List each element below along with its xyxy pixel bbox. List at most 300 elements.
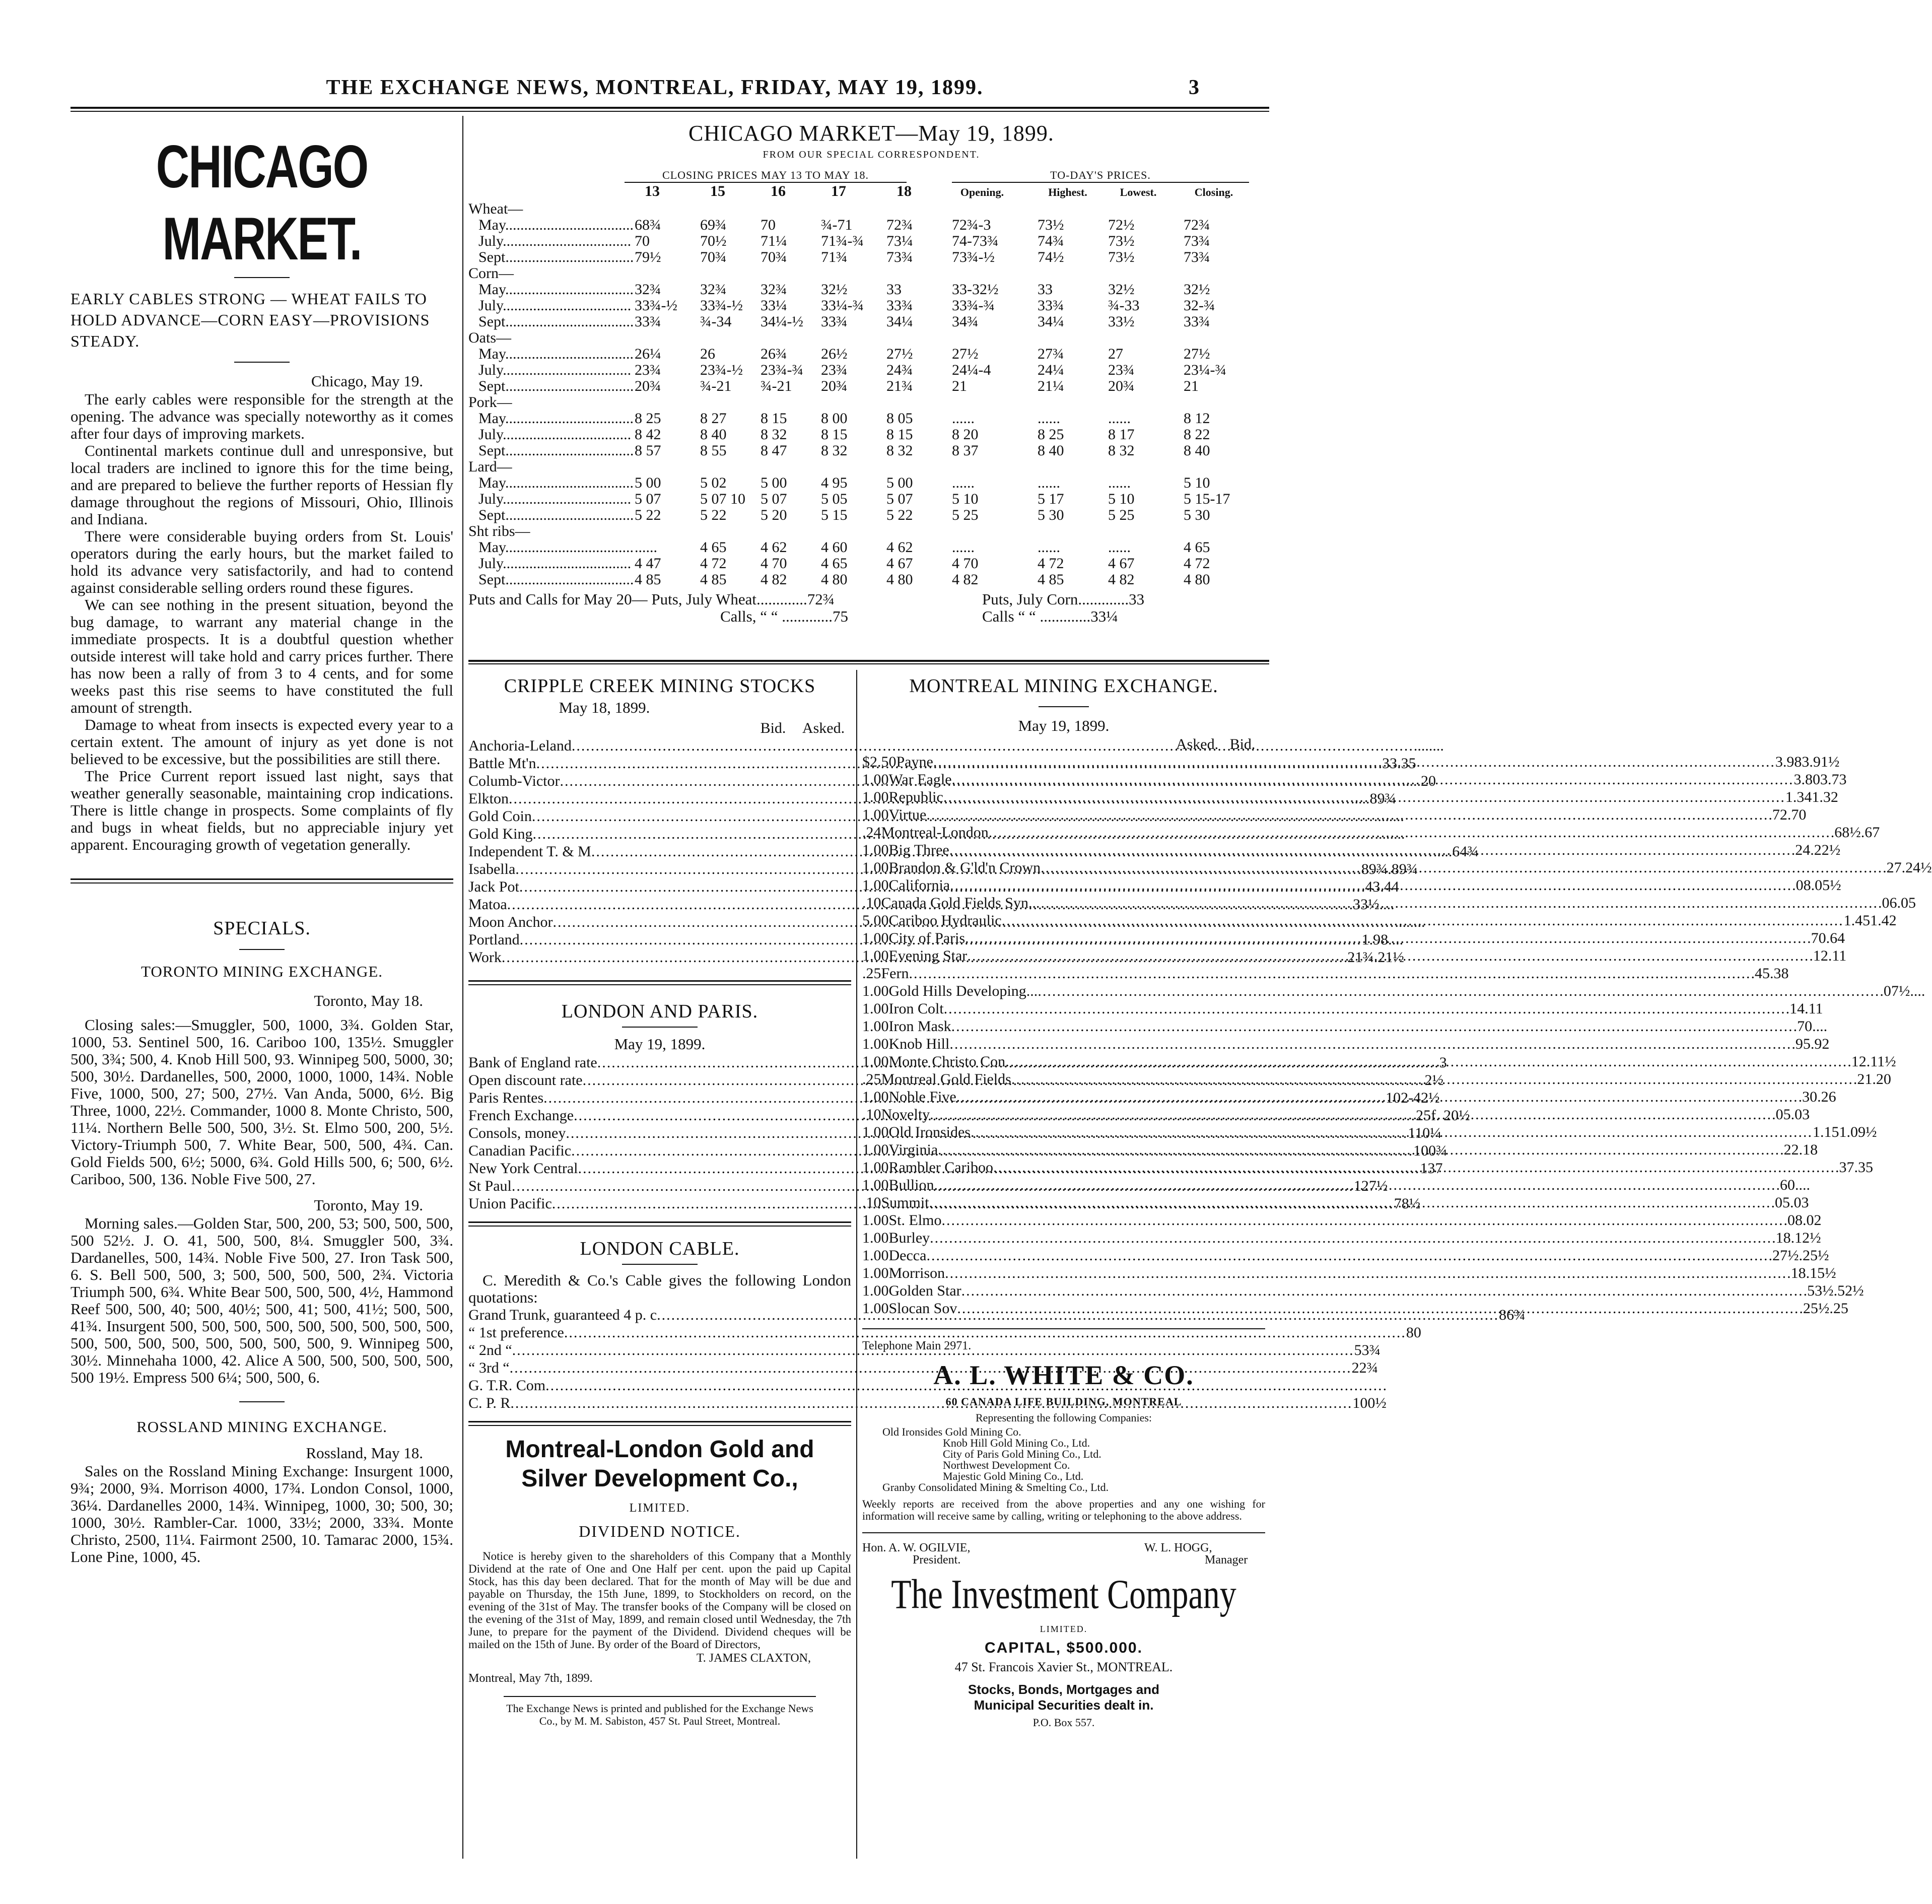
dividend-signer: T. JAMES CLAXTON, <box>696 1652 811 1665</box>
row-value: .24 <box>1791 842 1811 858</box>
row-value: .... <box>1413 737 1429 754</box>
grain-cell: 4 62 <box>761 539 787 556</box>
grain-cell: 33¾ <box>1038 297 1064 314</box>
month-label: May <box>478 281 506 298</box>
grain-cell: 33¾-¾ <box>952 297 995 314</box>
grain-cell: 70¾ <box>700 249 727 265</box>
row-label: Burley <box>888 1230 930 1246</box>
grain-cell: 8 12 <box>1184 410 1210 427</box>
grain-cell: 8 47 <box>761 442 787 459</box>
grain-cell: 32¾ <box>635 281 661 298</box>
leader-dots: .................................. <box>505 346 634 362</box>
grain-cell: 8 27 <box>700 410 727 427</box>
grain-cell: 70¾ <box>761 249 787 265</box>
row-label: G. T.R. Com <box>468 1377 546 1394</box>
par-value: .25 <box>862 1071 881 1087</box>
row-value: .64 <box>1826 930 1845 946</box>
grain-row <box>468 475 1274 491</box>
weekly-reports: Weekly reports are received from the above properties and any one wishing for information will receive same by calling, writing or telephoning to the above address. <box>862 1498 1265 1522</box>
divider <box>862 1532 1265 1533</box>
leader-dots <box>1011 1070 1853 1088</box>
grain-cell: 4 85 <box>635 571 661 588</box>
row-value: .02 <box>1803 1212 1822 1229</box>
grain-cell: 24¼-4 <box>952 362 991 378</box>
grain-month <box>478 491 632 507</box>
row-value: .... <box>1433 843 1448 860</box>
leader-dots <box>961 1282 1804 1300</box>
leader-dots: .................................. <box>503 362 632 378</box>
par-value: .10 <box>862 1194 881 1211</box>
row-label: Union Pacific <box>468 1195 552 1212</box>
grain-cell: 8 22 <box>1184 426 1210 443</box>
bid-header: Bid. <box>760 720 786 736</box>
table-row <box>862 1282 1864 1300</box>
grain-cell: 4 72 <box>700 555 727 572</box>
row-label: Big Three <box>888 842 949 858</box>
grain-month <box>478 217 634 233</box>
row-value: .22½ <box>1810 842 1841 858</box>
grain-cell: 8 55 <box>700 442 727 459</box>
leader-dots: .................................. <box>503 297 632 314</box>
grain-row <box>468 314 1274 330</box>
par-value: 1.00 <box>862 1177 889 1193</box>
par-value: 1.00 <box>862 806 889 823</box>
leader-dots: .................................. <box>503 233 632 249</box>
masthead-rule-thin <box>71 111 1269 112</box>
dividend-place: Montreal, May 7th, 1899. <box>468 1672 593 1685</box>
leader-dots <box>967 947 1809 965</box>
grain-cell: 5 00 <box>886 474 913 491</box>
investment-company-title: The Investment Company <box>891 1572 1236 1618</box>
row-label: War Eagle <box>888 771 952 788</box>
grain-cell: 8 32 <box>886 442 913 459</box>
grain-cell: 34¼ <box>886 313 913 330</box>
calls-corn: Calls “ “ .............33¼ <box>982 607 1118 625</box>
grain-cell: 8 15 <box>886 426 913 443</box>
london-paris-date: May 19, 1899. <box>614 1035 706 1053</box>
grain-cell: 33¼ <box>761 297 787 314</box>
leader-dots <box>952 771 1794 788</box>
leader-dots <box>949 841 1791 859</box>
grain-month <box>478 313 634 330</box>
grain-cell: 8 40 <box>700 426 727 443</box>
dividend-notice-body: Notice is hereby given to the shareholders of this Company that a Monthly Dividend at the rate of One and One Half per cent. upon the paid up Capital Stock, has this day been declared. That for the month of May will be due and payable on Thursday, the 15th June, 1899, to Stockholders on record, on the evening of the 31st of May. The transfer books of the Company will be closed on the evening of the 31st of May, 1899, and remain closed until Wednesday, the 7th June, to prepare for the payment of the Dividend. Dividend cheques will be mailed on the 15th of June. By order of the Board of Directors, <box>468 1550 851 1651</box>
grain-row <box>468 491 1274 507</box>
month-label: July <box>478 555 503 572</box>
row-value: 100¾ <box>1413 1142 1447 1159</box>
masthead-rule <box>71 107 1269 109</box>
calls-wheat: Calls, “ “ .............75 <box>720 607 848 625</box>
leader-dots <box>950 876 1792 894</box>
table-row <box>862 1229 1821 1247</box>
grain-cell: 32½ <box>821 281 848 298</box>
par-value: .24 <box>862 824 881 841</box>
commodity-label: Corn— <box>468 265 514 282</box>
month-label: Sept <box>478 249 506 265</box>
par-value: 1.00 <box>862 983 889 999</box>
toronto-closing-sales: Closing sales:—Smuggler, 500, 1000, 3¾. Golden Star, 1000, 53. Sentinel 500, 16. Cariboo 100, 135½. Smuggler 500, 3¾; 500, 4. Knob Hill 500, 93. Winnipeg 500, 5000, 30; 500, 30½. Dardanelles, 500, 2000, 1000, 1000, 14¾. Noble Five, 1000, 500, 27; 500, 27½. Van Anda, 5000, 6½. Big Three, 1000, 22½. Commander, 1000 8. Monte Christo, 500, 11¼. Northern Belle 500, 500, 3½. St. Elmo 500, 200, 5½. Victory-Triumph 500, 7. White Bear, 500, 500, 4¾. Can. Gold Fields 500, 6½; 5000, 6¾. Gold Hills 500, 6; 500, 6½. Cariboo, 500, 136. Noble Five 500, 27. <box>71 1016 453 1188</box>
grain-cell: 4 70 <box>761 555 787 572</box>
grain-cell: 5 07 <box>761 491 787 507</box>
row-value: .89¾ <box>1366 790 1396 807</box>
row-value: 1.09½ <box>1839 1124 1877 1140</box>
par-value: .10 <box>862 895 881 911</box>
row-value: .... <box>1410 914 1425 930</box>
row-label: “ 3rd “ <box>468 1359 510 1376</box>
grain-row <box>468 556 1274 572</box>
divider <box>234 362 290 363</box>
grain-cell: 5 30 <box>1184 507 1210 523</box>
grain-cell: 72¾ <box>886 217 913 233</box>
leader-dots: .................................. <box>503 491 632 507</box>
row-label: Columb-Victor <box>468 773 560 789</box>
row-value: .21¾ <box>1343 949 1374 966</box>
row-label: Golden Star <box>888 1282 961 1299</box>
printer-note: The Exchange News is printed and published for the Exchange News Co., by M. M. Sabiston, 457 St. Paul Street, Montreal. <box>506 1702 813 1727</box>
row-label: Iron Colt <box>888 1000 944 1017</box>
page-number: 3 <box>1189 76 1199 99</box>
leader-dots <box>930 1229 1772 1247</box>
grain-cell: 4 95 <box>821 474 848 491</box>
leader-dots <box>1002 912 1844 929</box>
row-value: .... <box>1428 737 1444 754</box>
article-paragraph: The Price Current report issued last night, says that weather generally seasonable, maintaining crop indications. There is little change in prospects. Some complaints of fly and bugs in wheat fields, but no appreciable injury yet apparent. Encouraging growth of vegetation generally. <box>71 767 453 853</box>
today-header: Lowest. <box>1120 186 1157 198</box>
row-value: .12 <box>1809 947 1828 964</box>
leader-dots <box>945 1264 1787 1282</box>
grain-cell: 23¼-¾ <box>1184 362 1226 378</box>
par-value: 1.00 <box>862 842 889 858</box>
leader-dots <box>944 1000 1786 1017</box>
grain-cell: ¾-21 <box>700 378 732 394</box>
par-value: 1.00 <box>862 1124 889 1140</box>
row-label: “ 1st preference <box>468 1324 564 1341</box>
row-value: .22 <box>1780 1141 1799 1158</box>
cripple-title: CRIPPLE CREEK MINING STOCKS <box>504 675 816 697</box>
grain-cell: 8 40 <box>1184 442 1210 459</box>
row-value: .08 <box>1792 877 1811 894</box>
row-value: .33½ <box>1349 896 1379 913</box>
column-rule <box>462 116 463 1859</box>
row-label: Elkton <box>468 790 509 807</box>
grain-cell: 5 30 <box>1038 507 1064 523</box>
grain-cell: 4 70 <box>952 555 979 572</box>
row-label: “ 2nd “ <box>468 1342 512 1358</box>
grain-cell: 20¾ <box>635 378 661 394</box>
grain-cell: 8 15 <box>761 410 787 427</box>
manager-name: W. L. HOGG, <box>1144 1541 1212 1554</box>
row-value: 86¾ <box>1499 1307 1526 1323</box>
row-value: .26 <box>1817 1089 1836 1105</box>
month-label: July <box>478 233 503 249</box>
par-value: .25 <box>862 965 881 982</box>
article-paragraph: Continental markets continue dull and unresponsive, but local traders are inclined to ignore this for the time being, and are prepared to believe the further reports of Hessian fly damage throughout the regions of Missouri, Ohio, Illinois and Indiana. <box>71 442 453 528</box>
divider <box>468 1226 851 1227</box>
row-label: Slocan Sov <box>888 1300 957 1317</box>
grain-cell: 5 22 <box>886 507 913 523</box>
row-value: .... <box>1910 983 1925 999</box>
grain-cell: 20¾ <box>1108 378 1135 394</box>
row-value: .45 <box>1751 965 1770 982</box>
row-label: Jack Pot <box>468 878 519 895</box>
grain-month <box>478 426 632 443</box>
divider <box>71 882 453 883</box>
table-row <box>862 912 1897 929</box>
row-label: Payne <box>896 754 933 770</box>
table-row <box>862 1017 1828 1035</box>
grain-cell: 4 85 <box>700 571 727 588</box>
grain-row <box>468 298 1274 314</box>
leader-dots <box>957 1300 1799 1317</box>
grain-cell: 23¾ <box>821 362 848 378</box>
divider <box>622 1027 698 1028</box>
divider <box>468 1425 851 1426</box>
row-label: Gold Coin <box>468 808 532 825</box>
grain-cell: ¾-71 <box>821 217 853 233</box>
row-value: 1.98 <box>1361 931 1389 948</box>
toronto-morning-sales: Morning sales.—Golden Star, 500, 200, 53; 500, 500, 500, 500 52½. J. O. 41, 500, 500, 8¼. Smuggler 500, 3¾. Dardanelles, 500, 14¾. Noble Five 500, 27. Iron Task 500, 6. S. Bell 500, 500, 3; 500, 500, 500, 500, 2¾. Victoria Triumph 500, 6¾. White Bear 500, 500, 500, 4½, Hammond Reef 500, 500, 40; 500, 40½; 500, 41; 500, 41½; 500, 500, 41¾. Insurgent 500, 500, 500, 500, 500, 500, 500, 500, 500, 500, 500, 500, 500, 500, 500, 500, 500, 9. Winnipeg 500, 30½. Minnehaha 1000, 42. Alice A 500, 500, 500, 500, 500, 500 19½. Empress 500 6¼; 500, 500, 6. <box>71 1214 453 1386</box>
leader-dots: .................................. <box>505 571 634 588</box>
row-value: .11 <box>1805 1000 1823 1017</box>
row-label: St. Elmo <box>888 1212 942 1229</box>
london-cable-intro: C. Meredith & Co.'s Cable gives the following London quotations: <box>468 1271 851 1306</box>
par-value: 1.00 <box>862 877 889 894</box>
row-label: Cariboo Hydraulic <box>888 912 1002 929</box>
par-value: 1.00 <box>862 930 889 946</box>
grain-month <box>478 378 634 394</box>
grain-cell: 73¾ <box>1184 249 1210 265</box>
grain-cell: 74¾ <box>1038 233 1064 249</box>
divider <box>468 984 851 985</box>
row-value: .05 <box>1771 1194 1790 1211</box>
row-value: .20 <box>1872 1071 1891 1087</box>
chicago-article <box>71 391 453 853</box>
grain-cell: 5 10 <box>952 491 979 507</box>
table-row <box>862 982 1925 1000</box>
grain-row <box>468 233 1274 249</box>
article-paragraph: We can see nothing in the present situation, beyond the bug damage, to warrant any material change in the immediate prospects. It is a doubtful question whether outside interest will take hold and carry prices further. There has now been a rally of from 3 to 4 cents, and for some weeks past this rise seems to have constituted the full amount of strength. <box>71 596 453 716</box>
row-label: Brandon & G'ld'n Crown <box>888 859 1041 876</box>
rossland-date: Rossland, May 18. <box>306 1444 423 1462</box>
commodity-label: Lard— <box>468 458 512 475</box>
grain-cell: 73¼ <box>886 233 913 249</box>
firm-name: A. L. WHITE & CO. <box>933 1360 1194 1390</box>
representing: Representing the following Companies: <box>975 1411 1152 1424</box>
cripple-date: May 18, 1899. <box>559 699 650 716</box>
capital: CAPITAL, $500.000. <box>985 1640 1143 1656</box>
grain-cell: 4 82 <box>761 571 787 588</box>
grain-cell: 34¼-½ <box>761 313 803 330</box>
row-value: .25½ <box>1799 1300 1830 1317</box>
row-value: 80 <box>1406 1324 1421 1341</box>
row-value: .25½ <box>1799 1247 1829 1264</box>
table-row <box>862 1211 1822 1229</box>
table-row <box>862 1247 1829 1264</box>
grain-cell: 33¾ <box>635 313 661 330</box>
par-value: 1.00 <box>862 947 889 964</box>
par-value: 1.00 <box>862 1247 889 1264</box>
row-value: .08 <box>1783 1212 1803 1229</box>
grain-cell: 33 <box>886 281 902 298</box>
month-label: May <box>478 346 506 362</box>
grain-title: CHICAGO MARKET—May 19, 1899. <box>688 121 1054 146</box>
row-value: .67 <box>1860 824 1880 841</box>
grain-cell: 74-73¾ <box>952 233 999 249</box>
president-role: President. <box>913 1553 961 1567</box>
grain-cell: 27½ <box>952 346 979 362</box>
leader-dots: .................................. <box>505 507 634 523</box>
company-item: Granby Consolidated Mining & Smelting Co., Ltd. <box>882 1481 1109 1493</box>
grain-cell: 33¾ <box>886 297 913 314</box>
row-value: 3.73 <box>1820 771 1847 788</box>
row-value: .14 <box>1785 1000 1805 1017</box>
par-value: 1.00 <box>862 1053 889 1070</box>
column-rule <box>856 670 857 1859</box>
leader-dots <box>909 965 1751 982</box>
row-value: 137 <box>1420 1160 1443 1177</box>
row-label: Battle Mt'n <box>468 755 536 772</box>
row-value: 22¾ <box>1351 1359 1378 1376</box>
rossland-sales: Sales on the Rossland Mining Exchange: Insurgent 1000, 9¾; 2000, 9¾. Morrison 4000, 17¾. London Consol, 1000, 36¼. Dardanelles 2000, 14¾. Winnipeg, 1000, 30; 500, 30; 1000, 30½. Rambler-Car. 1000, 33½; 2000, 33¾. Monte Christo, 2500, 11¼. Fairmont 2500, 10. Tamarac 2000, 15¾. Lone Pine, 1000, 45. <box>71 1462 453 1566</box>
grain-cell: 32¾ <box>761 281 787 298</box>
article-paragraph: There were considerable buying orders from St. Louis' operators during the early hours, but the market failed to hold its advance very satisfactorily, and had to contend against considerable selling orders round these figures. <box>71 527 453 596</box>
grain-cell: 4 82 <box>952 571 979 588</box>
month-label: July <box>478 362 503 378</box>
grain-cell: 27¾ <box>1038 346 1064 362</box>
firm-address: 60 CANADA LIFE BUILDING, MONTREAL <box>945 1395 1182 1408</box>
specials-title: SPECIALS. <box>213 918 311 939</box>
company-item: Northwest Development Co. <box>943 1459 1070 1471</box>
row-value: 25f. 20½ <box>1416 1107 1470 1124</box>
row-label: Bank of England rate <box>468 1054 597 1071</box>
grain-month <box>478 281 634 298</box>
grain-cell: 33-32½ <box>952 281 999 298</box>
grain-cell: 26 <box>700 346 715 362</box>
grain-cell: 27 <box>1108 346 1123 362</box>
today-header: Opening. <box>960 186 1004 198</box>
row-value: .25 <box>1829 1300 1848 1317</box>
row-label: Consols, money <box>468 1125 566 1141</box>
grain-cell: 8 32 <box>761 426 787 443</box>
article-paragraph: Damage to wheat from insects is expected every year to a certain extent. The amount of injury as yet done is not believed to be excessive, but the possibilities are still there. <box>71 716 453 768</box>
grain-cell: 73¾-½ <box>952 249 995 265</box>
row-value: .18 <box>1799 1141 1818 1158</box>
day-header: 16 <box>771 183 786 199</box>
leader-dots <box>949 1035 1791 1053</box>
grain-cell: 26½ <box>821 346 848 362</box>
par-value: 1.00 <box>862 1212 889 1229</box>
row-value: .70 <box>1807 930 1826 946</box>
grain-cell: 4 72 <box>1038 555 1064 572</box>
grain-cell: 21¼ <box>1038 378 1064 394</box>
row-label: Republic <box>888 789 943 805</box>
row-value: .37 <box>1835 1159 1854 1176</box>
table-row <box>862 806 1807 824</box>
grain-month <box>478 346 634 362</box>
row-value: .05½ <box>1811 877 1841 894</box>
leader-dots <box>926 1247 1768 1264</box>
par-value: 1.00 <box>862 859 889 876</box>
grain-month <box>478 297 632 314</box>
section-rule <box>468 660 1269 662</box>
leader-dots <box>942 1211 1784 1229</box>
manager-role: Manager <box>1205 1553 1248 1567</box>
grain-table <box>468 201 1274 588</box>
row-value: .05 <box>1772 1106 1791 1123</box>
divider <box>468 980 851 982</box>
row-label: Fern <box>881 965 909 982</box>
row-value: .11 <box>1828 947 1847 964</box>
grain-month <box>478 474 634 491</box>
grain-cell: ...... <box>952 410 975 427</box>
grain-cell: 73¾ <box>886 249 913 265</box>
grain-cell: ...... <box>952 474 975 491</box>
row-value: .64¾ <box>1448 843 1479 860</box>
row-value: .03 <box>1790 1106 1810 1123</box>
divider <box>71 878 453 880</box>
row-label: Bullion <box>888 1177 934 1193</box>
grain-cell: 24¾ <box>886 362 913 378</box>
month-label: July <box>478 297 503 314</box>
grain-month <box>478 362 632 378</box>
grain-cell: 8 37 <box>952 442 979 459</box>
row-label: Virginia <box>888 1141 938 1158</box>
commodity-label: Sht ribs— <box>468 523 530 539</box>
row-value: .07½ <box>1880 983 1910 999</box>
row-label: St Paul <box>468 1178 512 1194</box>
grain-cell: 5 07 10 <box>700 491 745 507</box>
puts-corn: Puts, July Corn.............33 <box>982 590 1145 608</box>
leader-dots <box>989 824 1831 841</box>
grain-row <box>468 378 1274 394</box>
commodity-label: Wheat— <box>468 200 523 217</box>
grain-row <box>468 249 1274 265</box>
grain-cell: 26¾ <box>761 346 787 362</box>
row-value: .27 <box>1883 859 1902 876</box>
grain-cell: 33¾ <box>1184 313 1210 330</box>
row-value: .18 <box>1772 1230 1791 1246</box>
grain-cell: 4 80 <box>886 571 913 588</box>
grain-cell: 4 85 <box>1038 571 1064 588</box>
leader-dots <box>1036 894 1878 912</box>
grain-cell: 23¾ <box>1108 362 1135 378</box>
leader-dots <box>971 1123 1813 1141</box>
grain-section <box>468 121 1274 626</box>
ml-title-1: Montreal-London Gold and <box>505 1436 814 1463</box>
row-value: .... <box>1812 1018 1828 1035</box>
row-value: 78½ <box>1394 1195 1421 1212</box>
grain-cell: 34¾ <box>952 313 979 330</box>
grain-cell: 5 05 <box>821 491 848 507</box>
todays-prices-label: TO-DAY'S PRICES. <box>952 169 1249 183</box>
london-paris-title: LONDON AND PARIS. <box>561 1001 758 1022</box>
president-name: Hon. A. W. OGILVIE, <box>862 1541 971 1554</box>
row-value: .... <box>1389 808 1404 825</box>
row-label: Isabella <box>468 861 516 877</box>
row-value: .12½ <box>1790 1230 1821 1246</box>
grain-cell: 27½ <box>1184 346 1210 362</box>
row-value: .89¾ <box>1388 861 1418 877</box>
grain-cell: 4 80 <box>1184 571 1210 588</box>
leader-dots: .................................. <box>505 313 634 330</box>
par-value: 1.00 <box>862 1036 889 1052</box>
investment-limited: LIMITED. <box>1040 1624 1088 1634</box>
row-value: .53½ <box>1803 1282 1834 1299</box>
divider <box>1039 706 1089 707</box>
row-value: .38 <box>1770 965 1789 982</box>
po-box: P.O. Box 557. <box>1032 1716 1095 1729</box>
leader-dots <box>934 1176 1776 1194</box>
